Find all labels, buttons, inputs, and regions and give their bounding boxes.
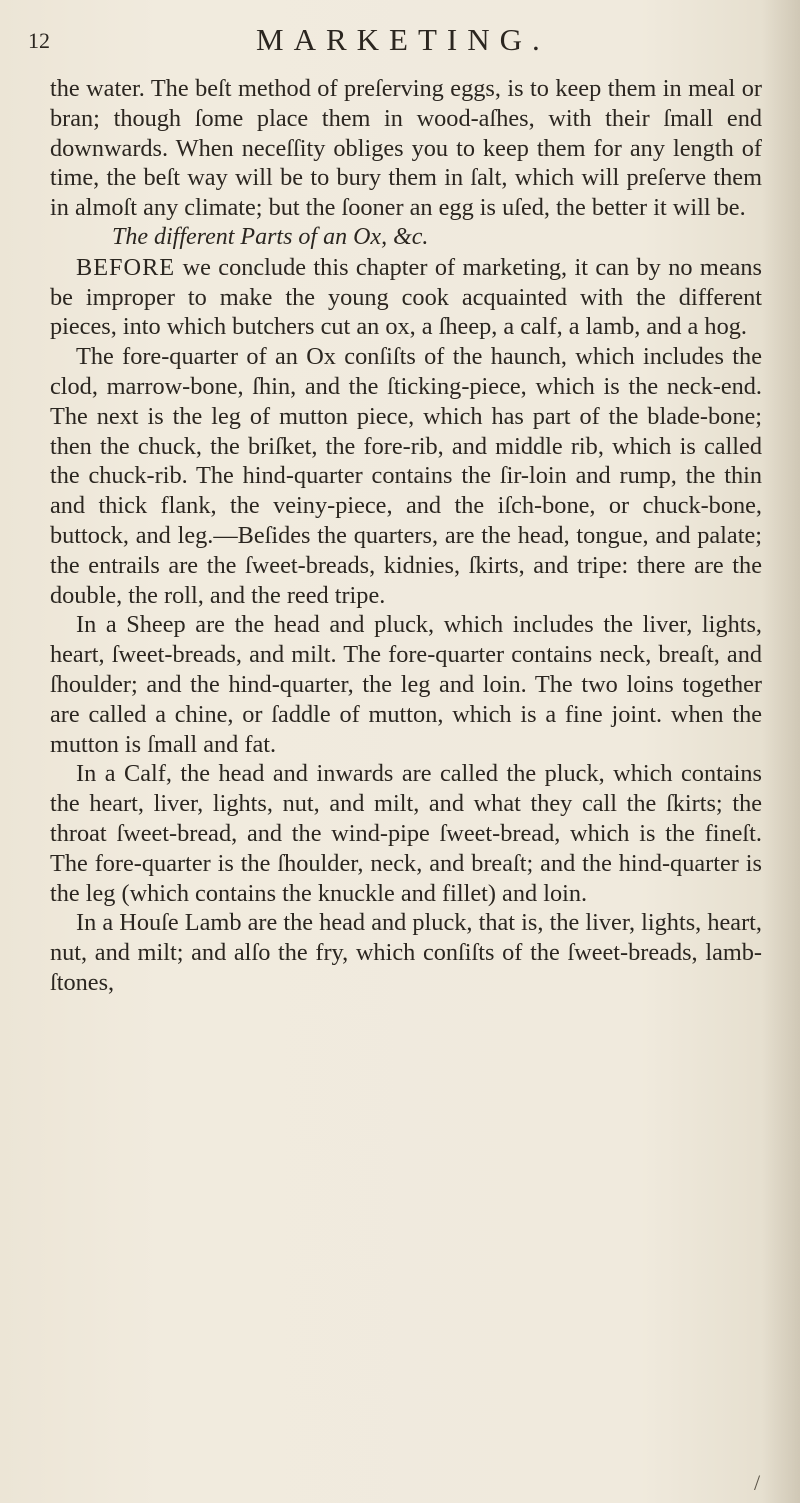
section-heading: The different Parts of an Ox, &c. — [112, 223, 429, 250]
sheep-paragraph: In a Sheep are the head and pluck, which includes the liver, lights, heart, ſweet-breads, and milt. The fore-quarter contains neck, breaſt, and ſhoulder; and the hind-quarter, the leg and loin. The two loins together are called a chine, or ſaddle of mutton, which is a fine joint. when the mutton is ſmall and fat. — [50, 611, 762, 758]
lamb-paragraph: In a Houſe Lamb are the head and pluck, that is, the liver, lights, heart, nut, and milt; and alſo the fry, which conſiſts of the ſweet-breads, lamb-ſtones, — [50, 909, 762, 996]
opening-paragraph — [50, 253, 762, 342]
intro-paragraph: the water. The beſt method of preſerving eggs, is to keep them in meal or bran; though ſome place them in wood-aſhes, with their ſmall end downwards. When neceſſity obliges you to keep them for any length of time, the beſt way will be to bury them in ſalt, which will preſerve them in almoſt any climate; but the ſooner an egg is uſed, the better it will be. — [50, 75, 762, 222]
page-edge-shadow — [762, 0, 800, 1503]
page-number: 12 — [28, 28, 50, 53]
running-head: MARKETING. — [256, 22, 550, 57]
opening-paragraph-text: we conclude this chapter of marketing, it can by no means be improper to make the young cook acquainted with the different pieces, into which butchers cut an ox, a ſheep, a calf, a lamb, and a hog. — [50, 253, 762, 341]
corner-mark: / — [754, 1470, 761, 1495]
page-body — [50, 74, 762, 998]
ox-paragraph: The fore-quarter of an Ox conſiſts of the haunch, which includes the clod, marrow-bone, ſhin, and the ſticking-piece, which is the neck-end. The next is the leg of mutton piece, which has part of the blade-bone; then the chuck, the briſket, the fore-rib, and middle rib, which is called the chuck-rib. The hind-quarter contains the ſir-loin and rump, the thin and thick flank, the veiny-piece, and the iſch-bone, or chuck-bone, buttock, and leg.—Beſides the quarters, are the head, tongue, and palate; the entrails are the ſweet-breads, kidnies, ſkirts, and tripe: there are the double, the roll, and the reed tripe. — [50, 343, 762, 609]
opening-first-word: BEFORE — [76, 253, 176, 281]
calf-paragraph: In a Calf, the head and inwards are called the pluck, which contains the heart, liver, lights, nut, and milt, and what they call the ſkirts; the throat ſweet-bread, and the wind-pipe ſweet-bread, which is the fineſt. The fore-quarter is the ſhoulder, neck, and breaſt; and the hind-quarter is the leg (which contains the knuckle and fillet) and loin. — [50, 760, 762, 907]
page-header — [28, 12, 768, 62]
